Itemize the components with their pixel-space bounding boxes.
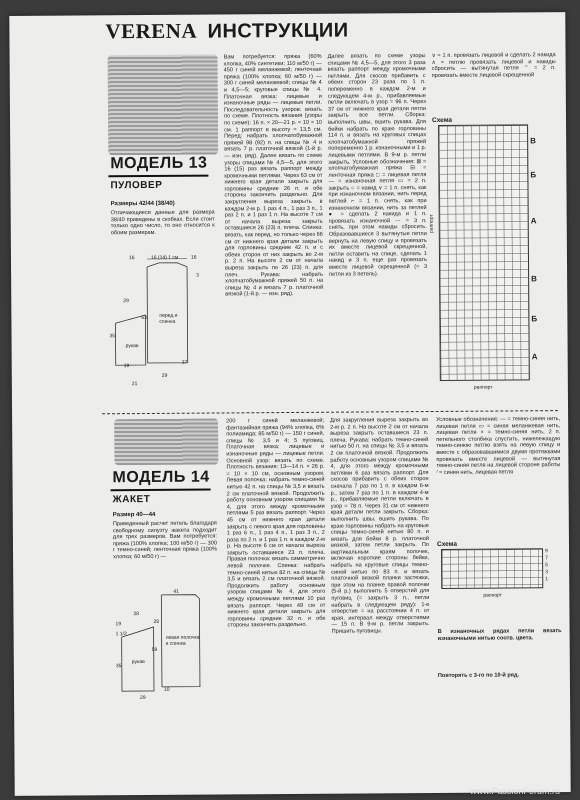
model14-intro: Приведенный расчет петель благодаря свободному силуэту жакета подходит для трех размеров. Вам потребуется: пряжа (100% хлопка; 100 м/50 г) — 300 г темно-синей; ленточная пряжа (100% хлопка; 60 м/50 г) — [112, 520, 218, 561]
model14-chart-grid [441, 548, 543, 589]
model13-chart-side-label: раппорт [428, 214, 435, 234]
model13-dim-d: 3 [196, 272, 199, 279]
model13-text-col2: Далее вязать по схеме узоры спицами № 4,5—5, для этого 3 раза вязать раппорт между кромочными петлями. Для скосов прибавить с обеих сторон 23 раза по 1 п. попеременно в каждом 2-м и следующем 4-м р., прибавляемые петли включать в узор = 96 п. Через 37 см от нижнего края детали петли закрыть все петли. Сборка: выполнить швы, вшить рукава. Для бейки набрать по краю горловины 114 п. и вязать на круговых спицах хлопчатобумажной пряжей попеременно 1 р. изнаночными и 1 р. лицевыми петлями. В 9-м р. петли закрыть. Условные обозначения: ⊠ = хлопчатобумажная пряжа ⊟ = ленточная пряжа □ = лицевая петля — = изнаночная петля ▭ = 2 п. закрыть ○ = накид ∨ = 1 п. снять, как при изнаночном вязании, нить перед петлей ⌐ = 1 п. снять, как при изнаночном вязании, нить за петлей ● = сделать 2 накида и 1 п. провязать изнаночной ⋯ = 3 п. снять, при этом накиды сбросить. Образовавшиеся 3 вытянутые петли вернуть на левую спицу и провязать их вместе лицевой скрещенной, петли оставить на спице, сделать 1 накид и 3 п. еще раз провязать вместе лицевой скрещенной (= 3 петли из 3 петель). [327, 53, 428, 278]
model14-chart-title: Схема [436, 540, 458, 548]
model14-chart-bottom-label: раппорт [483, 592, 503, 599]
model14-dim-e: 1 1/2 [115, 631, 127, 638]
watermark: www.PassionForum.ru [470, 786, 561, 796]
chart13-row-label: А [531, 352, 538, 362]
section-divider [102, 410, 558, 414]
model13-text-col3: ∨ = 1 п. провязать лицевой и сделать 2 накида ∧ = петлю провязать лицевой и накиды сбросить — вытянутая петля ⌃ = 2 п. провязать вместе лицевой скрещенной [431, 52, 556, 79]
model13-dim-g: 35 [109, 333, 116, 340]
model13-dim-f: 63 [141, 314, 147, 322]
model14-dim-a: 28 [133, 611, 140, 618]
model14-dim-g: 35 [115, 663, 122, 670]
model14-text-col1: 200 г синей меланжевой; фантазийная пряжа (94% хлопка, 6% полиамида; 85 м/50 г) — 150 г синей, спицы № 3,5 и 4; 5 пуговиц. Платочная вязка: лицевые и изнаночные ряды — лицевые петли. Основной узор: вязать по схеме. Плотность вязания: 13—14 п. × 26 р. = 10 × 10 см, основным узором. Левая полочка: набрать темно-синей нитью 42 п. на спицы № 3,5 и вязать 2 см платочной вязкой. Продолжить работу основным узором спицами № 4, для этого между кромочными петлями 5 раз вязать раппорт. Через 45 см от нижнего края детали закрыть с левого края для горловины 1 раз 6 п., 1 раз 4 п., 1 раз 3 п., 2 раза по 2 п. и 1 раз 1 п. в каждом 2-м р. На высоте 6 см от начала выреза закрыть оставшиеся 23 п. плеча. Правая полочка: вязать симметрично левой полочке. Спинка: набрать темно-синей нитью 82 п. на спицы № 3,5 и вязать 2 см платочной вязкой. Продолжить работу основным узором спицами № 4, для этого между кромочными петлями 10 раз вязать раппорт. Через 49 см от нижнего края детали закрыть для горловины средние 32 п. и обе стороны закончить раздельно. [226, 417, 326, 629]
model14-dim-c: 19 [115, 621, 122, 628]
model14-photo [114, 419, 218, 466]
model13-dim-j: 37 [181, 359, 188, 366]
page-title: ИНСТРУКЦИИ [207, 19, 349, 43]
model13-chart-bottom-label: раппорт [473, 384, 493, 391]
model13-dim-c: 16 [190, 254, 197, 261]
model14-dim-i: 29 [140, 695, 146, 702]
model13-photo [108, 54, 219, 155]
model14-text-col2: Для закругления выреза закрыть во 2-м р. 2 п. На высоте 2 см от начала выреза закрыть оставшиеся 23 п. плеча. Рукава: набрать темно-синей нитью 50 п. на спицы № 3,5 и вязать 2 см платочной вязкой. Продолжить работу основным узором спицами № 4, для этого между кромочными петлями 6 раз вязать раппорт. Для скосов прибавить с обеих сторон сначала 7 раз по 1 п. в каждом 6-м р., затем 7 раз по 1 п. в каждом 4-м р., прибавляемые петли включать в узор = 78 п. Через 31 см от нижнего края детали петли закрыть. Сборка: выполнить швы, вшить рукава. По краю горловины набрать на круговые спицы темно-синей нитью 80 п. и вязать для бейки 8 р. платочной вязкой, затем петли закрыть. По вертикальным краям полочек, включая короткие стороны бейки, набрать на круговые спицы темно-синей нитью по 83 п. и вязать платочной вязкой планки застежки, при этом на планке правой полочки (5-й р.) выполнить 5 отверстий для пуговиц (= закрыть 3 п., петли набрать в следующем ряду): 1-е отверстие = на расстоянии 4 п. от края, интервал между отверстиями — 15 п. В 9-м р. петли закрыть. Пришить пуговицы. [330, 417, 430, 635]
chart13-row-label: Б [531, 314, 538, 324]
model13-sleeve-label: рукав [125, 343, 139, 350]
model14-chart-row-labels [545, 548, 557, 588]
model13-title: МОДЕЛЬ 13 [110, 154, 208, 173]
chart13-row-label: Б [530, 170, 537, 180]
model13-intro: Отличающиеся данные для размера 38/40 приведены в скобках. Если стоит только одно число, то оно относится к обоим размерам. [110, 209, 215, 237]
model14-repeat-note: Повторять с 3-го по 10-й ряд. [437, 672, 520, 679]
model13-dim-e: 29 [123, 298, 129, 305]
page-header [105, 17, 405, 49]
model13-garment: ПУЛОВЕР [110, 179, 163, 192]
model13-text-col1: Вам потребуется: пряжа (60% хлопка, 40% синтетики; 110 м/50 г) — 450 г синей меланжевой; ленточная пряжа (100% хлопка; 60 м/50 г) — 300 г синей меланжевой; спицы № 4 и 4,5—5; круговые спицы № 4. Платочная вязка: лицевые и изнаночные ряды — лицевые петли. Последовательность узоров: вязать по схеме. Плотность вязания (узоры по схеме): 16 п. × 20—21 р. = 10 × 10 см. 1 раппорт в высоту = 13,5 см. Перед: набрать хлопчатобумажной пряжей 98 (92) п. на спицы № 4 и вязать 7 р. платочной вязкой (1-й р. — изн. ряд). Далее вязать по схеме узоры спицами № 4,5—5, для этого 16 (15) раз вязать раппорт между кромочными петлями. Через 63 см от нижнего края детали закрыть для горловины средние 26 п. и обе стороны закончить раздельно. Для закругления выреза закрыть в каждом 2-м р. 1 раз 4 п., 1 раз 3 п., 1 раз 2 п. и 1 раз 1 п. На высоте 7 см от начала выреза закрыть оставшиеся 26 (23) п. плеча. Спинка: вязать, как перед, но только через 66 см от нижнего края детали закрыть для горловины средние 42 п. и с обеих сторон от них закрыть во 2-м р. 2 п. На высоте 2 см от начала выреза закрыть по 26 (23) п. для плеч. Рукава: набрать хлопчатобумажной пряжей 50 п. на спицы № 4 и вязать 7 р. платочной вязкой (1-й р. — изн. ряд). [223, 53, 324, 298]
brand-logo: VERENA [105, 18, 198, 44]
model13-sizes: Размеры 42/44 (38/40) [110, 200, 175, 208]
model14-dim-h: 10 [163, 686, 170, 693]
model14-text-col3: Условные обозначения: — = темно-синяя нить, лицевая петля ▭ = синяя меланжевая нить, лицевая петля × = темно-синяя нить, 2 п. петельного столбика спустить, нижележащую темно-синюю петлю взять на левую спицу и вместе с образовавшимися двумя протяжками провязать вместе лицевой — вытянутая темно-синяя петля на лицевой стороне работы ⁄ = синяя нить, лицевая петля [436, 416, 561, 476]
model13-dim-a: 16 [128, 255, 135, 262]
chart14-row-label: 1 [545, 576, 549, 583]
model13-sleeve-outline [115, 315, 145, 365]
chart14-row-label: 7 [545, 555, 548, 562]
chart14-row-label: 3 [545, 569, 548, 576]
magazine-page [9, 12, 570, 796]
model14-garment: ЖАКЕТ [112, 493, 151, 506]
chart14-row-label: 5 [545, 562, 548, 569]
model14-title-rule [111, 489, 211, 492]
model14-front-back-label: левая полочка и спинка [165, 634, 200, 647]
model14-note: В изнаночных рядах петли вязать изнаночными нитью соотв. цвета. [437, 628, 562, 642]
model13-chart-grid [438, 124, 530, 381]
model14-dim-b: 41 [173, 588, 179, 595]
chart13-row-label: В [530, 136, 536, 146]
model13-front-back-label: перед и спинка [159, 312, 178, 325]
chart13-row-label: В [531, 274, 537, 284]
model13-dim-h: 19 [123, 363, 130, 370]
chart14-row-label: 9 [545, 548, 548, 555]
model13-dim-b: 16 (14) 1 см [150, 254, 179, 261]
model13-chart-row-labels [530, 124, 550, 378]
model13-title-rule [108, 175, 208, 178]
model14-sizes: Размер 40—44 [112, 511, 156, 519]
model14-sleeve-label: рукав [131, 659, 145, 666]
model13-dim-k: 21 [131, 381, 138, 388]
model13-chart-title: Схема [431, 116, 453, 125]
chart13-row-label: А [530, 216, 537, 226]
model13-dim-i: 29 [161, 372, 168, 379]
model14-dim-f: 59 [151, 646, 158, 653]
model14-title: МОДЕЛЬ 14 [112, 468, 210, 487]
model14-dim-d: 28 [153, 618, 160, 625]
